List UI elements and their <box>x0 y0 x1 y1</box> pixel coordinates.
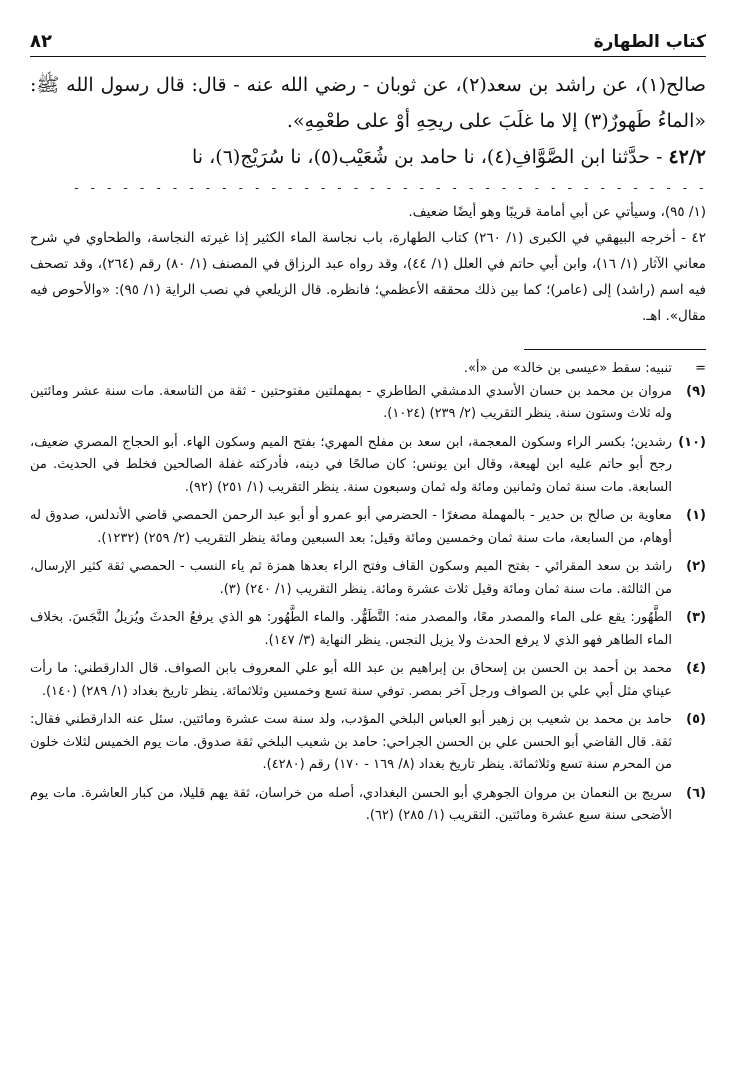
footnote-separator <box>524 349 706 350</box>
footnotes <box>30 358 706 828</box>
takhrij-section <box>30 199 706 329</box>
page-header <box>30 22 706 57</box>
footnote-list <box>30 381 706 828</box>
hadith-isnad: - حدَّثنا ابن الصَّوَّافِ(٤)، نا حامد بن شُعَيْب(٥)، نا سُرَيْج(٦)، نا <box>192 146 663 168</box>
main-text <box>30 67 706 175</box>
takhrij-line-2: ٤٢ - أخرجه البيهقي في الكبرى (١/ ٢٦٠) كتاب الطهارة، باب نجاسة الماء الكثير إذا غيرته النجاسة، والطحاوي في شرح معاني الآثار (١/ ١٦)، وابن أبي حاتم في العلل (١/ ٤٤)، وقد رواه عبد الرزاق في المصنف (١/ ٨٠) رقم (٢٦٤)، وقد تصحف فيه اسم (راشد) إلى (عامر)؛ كما بين ذلك محققه الأعظمي؛ فانظره. قال الزيلعي في نصب الراية (١/ ٩٥): «والأحوص فيه مقال». اهـ. <box>30 230 707 324</box>
footnote <box>30 783 706 828</box>
book-title: كتاب الطهارة <box>593 32 706 52</box>
dashed-divider: - - - - - - - - - - - - - - - - - - - - - - - - - - - - - - - - - - - - - - - <box>72 181 706 195</box>
footnote <box>30 556 706 601</box>
footnote <box>30 709 706 777</box>
footnote-text: محمد بن أحمد بن الحسن بن إسحاق بن إبراهيم بن عبد الله أبو علي المعروف بابن الصواف. قال الدارقطني: ما رأت عيناي مثل أبي علي بن الصواف ورجل آخر بمصر. توفي سنة تسع وخمسين وثلاثمائة. ينظر تاريخ بغداد (١/ ٢٨٩) (١٤٠). <box>30 661 672 699</box>
continuation-mark: = <box>695 361 706 376</box>
footnote-marker: (٥) <box>686 712 706 727</box>
footnote-marker: (٢) <box>686 559 706 574</box>
footnote <box>30 607 706 652</box>
footnote <box>30 658 706 703</box>
page-number: ٨٢ <box>30 31 52 52</box>
footnote-text: سريج بن النعمان بن مروان الجوهري أبو الحسن البغدادي، أصله من خراسان، ثقة يهم قليلا، من كبار العاشرة. مات يوم الأضحى سنة سبع عشرة ومائتين. التقريب (١/ ٢٨٥) (٦٢). <box>30 785 672 823</box>
tanbih-text: تنبيه: سقط «عيسى بن خالد» من «أ». <box>463 361 672 376</box>
takhrij-line-1: (١/ ٩٥)، وسيأتي عن أبي أمامة قريبًا وهو أيضًا ضعيف. <box>408 204 706 220</box>
main-paragraph-1: صالح(١)، عن راشد بن سعد(٢)، عن ثوبان - رضي الله عنه - قال: قال رسول الله ﷺ: «الماءُ طَهورٌ(٣) إلا ما غلَبَ على ريحِهِ أوْ على طعْمِهِ». <box>30 74 707 132</box>
footnote <box>30 432 706 500</box>
footnote-marker: (٦) <box>686 785 706 801</box>
main-paragraph-2 <box>30 139 706 175</box>
footnote-text: مروان بن محمد بن حسان الأسدي الدمشقي الطاطري - بمهملتين مفتوحتين - ثقة من التاسعة. مات سنة عشر ومائتين وله ثلاث وستون سنة. ينظر التقريب (٢/ ٢٣٩) (١٠٢٤). <box>30 383 672 421</box>
footnote-text: رشدين؛ بكسر الراء وسكون المعجمة، ابن سعد بن مفلح المهري؛ بفتح الميم وسكون الهاء. أبو الحجاج المصري ضعيف، رجح أبو حاتم عليه ابن لهيعة، وقال ابن يونس: كان صالحًا في دينه، فأدركته غفلة الصالحين فخلط في الحديث. من السابعة. مات سنة ثمان وثمانين ومائة وله ثمان وسبعون سنة. ينظر التقريب (١/ ٢٥١) (٩٢). <box>30 434 672 495</box>
footnote-marker: (١) <box>686 508 706 523</box>
footnote <box>30 381 706 426</box>
footnote-marker: (٣) <box>686 610 706 625</box>
footnote-marker: (٩) <box>686 383 706 399</box>
footnote <box>30 505 706 550</box>
hadith-number: ٤٢/٢ <box>668 146 706 168</box>
footnote-marker: (١٠) <box>678 434 706 450</box>
footnote-text: حامد بن محمد بن شعيب بن زهير أبو العباس البلخي المؤدب، ولد سنة ست عشرة ومائتين. سئل عنه الدارقطني فقال: ثقة. قال القاضي أبو الحسن علي بن الحسن الجراحي: حامد بن شعيب البلخي ثقة صدوق. مات يوم الخميس لثلاث خلون من المحرم سنة تسع وثلاثمائة. ينظر تاريخ بغداد (٨/ ١٦٩ - ١٧٠) رقم (٤٢٨٠). <box>30 712 672 772</box>
footnote-marker: (٤) <box>686 661 706 676</box>
footnote-text: معاوية بن صالح بن حدير - بالمهملة مصغرًا - الحضرمي أبو عمرو أو أبو عبد الرحمن الحمصي قاضي الأندلس، صدوق له أوهام، من السابعة، مات سنة ثمان وخمسين ومائة وقيل: بعد السبعين ومائة ينظر التقريب (٢/ ٢٥٩) (١٢٣٢). <box>30 508 672 546</box>
footnote-text: راشد بن سعد المقرائي - بفتح الميم وسكون القاف وفتح الراء بعدها همزة ثم ياء النسب - الحمصي ثقة كثير الإرسال، من الثالثة. مات سنة ثمان ومائة وقيل ثلاث عشرة ومائة. ينظر التقريب (١/ ٢٤٠) (٣). <box>30 559 672 597</box>
footnote-text: الطَّهُور: يقع على الماء والمصدر معًا، والمصدر منه: التَّطَهُّر. والماء الطَّهُور: هو الذي يرفعُ الحدثَ ويُزيلُ النَّجَسَ. بخلاف الماء الطاهر فهو الذي لا يرفع الحدث ولا يزيل النجس. ينظر النهاية (٣/ ١٤٧). <box>30 610 672 648</box>
tanbih-note <box>30 358 706 381</box>
